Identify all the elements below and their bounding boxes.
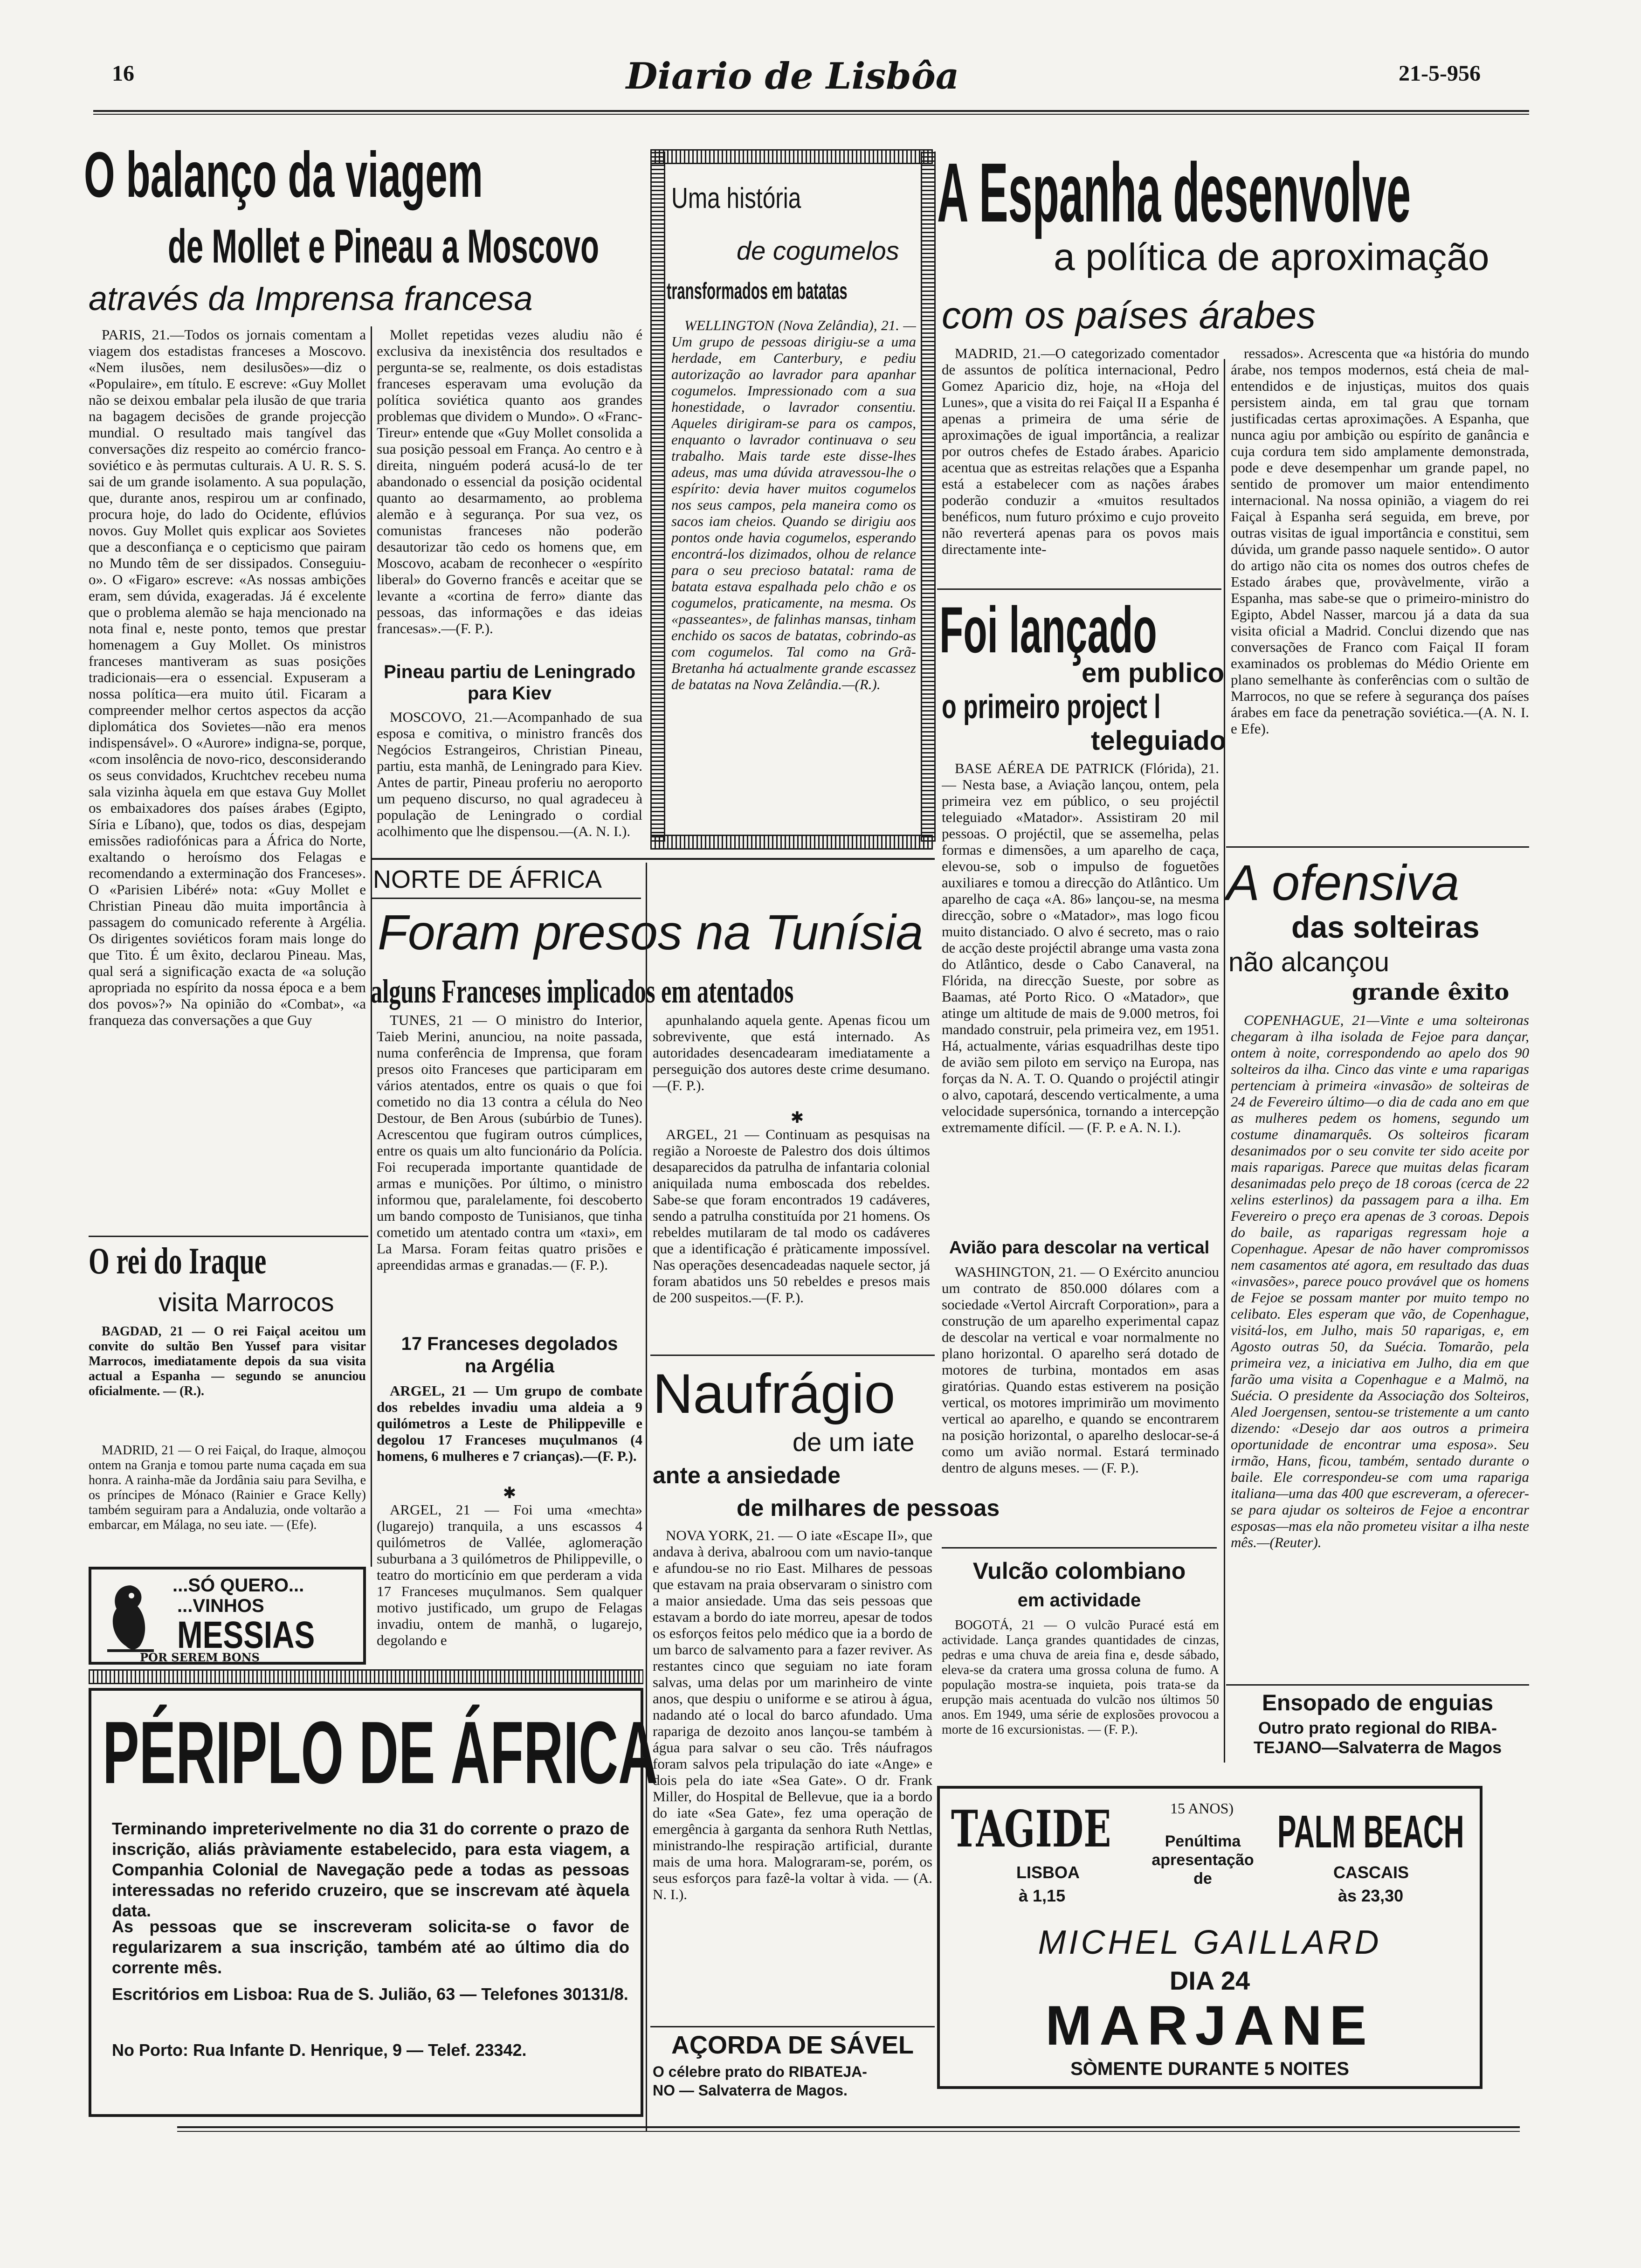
subhead-vulcao: Vulcão colombiano [972, 1558, 1186, 1584]
deck-naufragio-2: ante a ansiedade [653, 1462, 841, 1488]
deck-naufragio-1: de um iate [793, 1427, 915, 1457]
cogumelos-title-1: Uma história [671, 182, 801, 214]
penultima-2: apresentação [1151, 1851, 1254, 1869]
espanha-column-1: MADRID, 21.—O categorizado comentador de assuntos de política internacional, Pedro Gomez Aparicio diz, hoje, na «Hoja del Lunes», que a visita do rei Faiçal II a Espanha é apenas a primeira de uma série de aproximações de igual importância, a realizar por outros chefes de Estado árabes. Aparicio acentua que as estreitas relações que a Espanha está a estabelecer com as nações árabes poderão conduzir a «muitos resultados benéficos, num futuro próximo e cujo proveito não reverterá apenas para os povos mais directamente inte- [942, 345, 1219, 557]
tagide-name: TAGIDE [951, 1800, 1111, 1859]
headline-projectil: Foi lançado [939, 593, 1157, 666]
deck-solteiras-4: grande êxito [1352, 979, 1510, 1005]
vulcao-body: BOGOTÁ, 21 — O vulcão Puracé está em actividade. Lança grandes quantidades de cinzas, pedras e uma chuva de areia fina e, desde sábado, eleva-se da cratera uma grossa coluna de fumo. A população mostra-se inquieta, pois trata-se da erupção mais acentuada do vulcão nos últimos 50 anos. Em 1949, uma série de explosões provocou a morte de 16 excursionistas. — (F. P.). [942, 1618, 1219, 1737]
iraque-body-1: BAGDAD, 21 — O rei Faiçal aceitou um convite do sultão Ben Yussef para visitar Marrocos, imediatamente depois da sua visita actual a Espanha — segundo se anunciou oficialmente. — (R.). [89, 1324, 366, 1398]
masthead-rule-thin [93, 114, 1529, 115]
separator-star: ✱ [503, 1484, 517, 1502]
deck-projectil-1: em publico [1082, 658, 1225, 688]
espanha-column-2: ressados». Acrescenta que «a história do mundo árabe, nos tempos modernos, está cheia de mal-entendidos e de injustiças, muitos dos quais persistem ainda, em tal grau que tornam justificadas certas aproximações. A Espanha, que nunca agiu por ambição ou espírito de ganância e cuja cordura tem sido amplamente demonstrada, pode e deve desempenhar um grande papel, no sentido de promover um maior entendimento internacional. Na nossa opinião, a viagem do rei Faiçal à Espanha será seguida, em breve, por outras visitas de igual importância e constitui, sem dúvida, um grande passo naquele sentido». O autor do artigo não cita os nomes dos outros chefes de Estado árabes que, provàvelmente, virão a Espanha, mas sabe-se que o primeiro-ministro do Egipto, Abdel Nasser, marcou já a data da sua visita oficial a Madrid. Conclui dizendo que nas conversações de Franco com Faiçal II foram examinados os problemas do Médio Oriente em plano semelhante às conferências com o sultão de Marrocos, no que se refere à segurança dos países árabes em face da penetração soviética.—(A. N. I. e Efe). [1231, 345, 1529, 737]
penultima-3: de [1193, 1870, 1212, 1888]
enguias-line-2: TEJANO—Salvaterra de Magos [1253, 1738, 1502, 1757]
cogumelos-title-2: de cogumelos [737, 236, 899, 265]
section-rule [371, 898, 641, 899]
section-rule [942, 1547, 1217, 1549]
show-note: SÒMENTE DURANTE 5 NOITES [1070, 2059, 1349, 2079]
subhead-pineau: Pineau partiu de Leningrado para Kiev [383, 662, 636, 704]
subhead-aviao: Avião para descolar na vertical [949, 1238, 1210, 1258]
page-number: 16 [112, 61, 134, 86]
periplo-headline: PÉRIPLO DE ÁFRICA [103, 1703, 658, 1802]
deck-balanco: de Mollet e Pineau a Moscovo [168, 220, 600, 273]
column-rule [371, 326, 372, 1567]
cogumelos-body: WELLINGTON (Nova Zelândia), 21. — Um grupo de pessoas dirigiu-se a uma herdade, em Canterbury, e pediu autorização ao lavrador para apanhar cogumelos. Impressionado com a sua honestidade, o lavrador consentiu. Aqueles dirigiram-se para os campos, enquanto o lavrador continuava o seu trabalho. Mais tarde este disse-lhes adeus, mas uma dúvida atravessou-lhe o espírito: devia haver muitos cogumelos nos seus campos, pela maneira como os sacos iam cheios. Quando se dirigiu aos pontos onde havia cogumelos, esperando encontrá-los dizimados, olhou de relance para o seu precioso batatal: rama de batata estava espalhada pelo chão e os cogumelos, praticamente, na mesma. Os «passeantes», de falinhas mansas, tinham enchido os sacos de batatas, cobrindo-as com cogumelos. Tal como na Grã-Bretanha há actualmente grande escassez de batatas na Nova Zelândia.—(R.). [671, 317, 916, 692]
section-rule [1226, 1684, 1529, 1686]
headline-balanco: O balanço da viagem [84, 139, 483, 211]
separator-star: ✱ [790, 1108, 804, 1127]
parrot-icon [98, 1581, 163, 1655]
headline-norte: Foram presos na Tunísia [378, 905, 924, 960]
issue-date: 21-5-956 [1399, 61, 1481, 86]
ad-hatch-top [89, 1669, 643, 1684]
box-hatch-top [650, 149, 933, 164]
section-rule [937, 588, 1221, 590]
section-rule [1226, 846, 1529, 848]
norte-column-1: TUNES, 21 — O ministro do Interior, Taieb Merini, anunciou, na noite passada, numa conferência de Imprensa, que foram presos oito Franceses que participaram em vários atentados, entre os quais o que foi cometido no dia 13 contra a célula do Neo Destour, de Ben Arous (subúrbio de Tunes). Acrescentou que fugiram outros cúmplices, entre os quais um alto funcionário da Polícia. Foi recuperada importante quantidade de armas e munições. Por último, o ministro informou que, paralelamente, foi descoberto um bando composto de Tunisianos, que tinha cometido um atentado contra um «taxi», em La Marsa. Foram feitas quatro prisões e apreendidas armas e granadas.— (F. P.). [377, 1012, 642, 1273]
deck-espanha-1: a política de aproximação [1054, 236, 1489, 278]
argelia-body: ARGEL, 21 — Foi uma «mechta» (lugarejo) tranquila, a uns escassos 4 quilómetros de Vallée, aglomeração suburbana a 3 quilómetros de Philippeville, o teatro do morticínio em que perderam a vida 17 Franceses muçulmanos. Sem qualquer motivo justificado, um grupo de Felagas invadiu, ontem de manhã, o lugarejo, degolando e [377, 1501, 642, 1648]
norte-column-2b: ARGEL, 21 — Continuam as pesquisas na região a Noroeste de Palestro dos dois últimos desaparecidos da patrulha de infantaria colonial aniquilada numa emboscada dos rebeldes. Sabe-se que foram encontrados 19 cadáveres, sendo a patrulha constituída por 21 homens. Os rebeldes mutilaram de tal modo os cadáveres que a identificação é pràticamente impossível. Nas operações desencadeadas naquele sector, já foram abatidos uns 50 rebeldes e presos mais de 200 suspeitos.—(F. P.). [653, 1126, 930, 1306]
show-date: DIA 24 [1169, 1966, 1250, 1995]
deck-iraque: visita Marrocos [159, 1287, 334, 1317]
enguias-line-1: Outro prato regional do RIBA- [1258, 1718, 1497, 1737]
periplo-text-4: No Porto: Rua Infante D. Henrique, 9 — Telef. 23342. [112, 2040, 527, 2060]
city-cascais: CASCAIS [1333, 1863, 1409, 1882]
messias-line-1: ...SÓ QUERO... [172, 1575, 304, 1596]
pineau-body: MOSCOVO, 21.—Acompanhado de sua esposa e comitiva, o ministro francês dos Negócios Estrangeiros, Christian Pineau, partiu, esta manhã, de Leningrado para Kiev. Antes de partir, Pineau proferiu no aeroporto um pequeno discurso, no qual agradeceu à população de Leningrado o cordial acolhimento que lhe dispensou.—(A. N. I.). [377, 709, 642, 839]
box-hatch-left [650, 152, 665, 842]
footer-rule-thin [177, 2131, 1520, 2132]
city-lisboa: LISBOA [1016, 1863, 1080, 1882]
section-rule [650, 1355, 935, 1356]
cogumelos-title-3: transformados em batatas [667, 278, 848, 304]
periplo-text-3: Escritórios em Lisboa: Rua de S. Julião, 63 — Telefones 30131/8. [112, 1984, 628, 2004]
artist-name: MICHEL GAILLARD [1038, 1924, 1382, 1961]
deck-projectil-2: o primeiro project l [942, 688, 1161, 726]
savel-line-2: NO — Salvaterra de Magos. [653, 2082, 848, 2099]
norte-label: NORTE DE ÁFRICA [373, 865, 602, 893]
naufragio-body: NOVA YORK, 21. — O iate «Escape II», que andava à deriva, abalroou com um navio-tanque e afundou-se no rio East. Milhares de pessoas que estavam na praia observaram o sinistro com a maior ansiedade. Uma das seis pessoas que estavam a bordo do iate morreu, apesar de todos os esforços feitos pelo médico que ia a bordo de um barco de salvamento para a fazer reviver. As restantes cinco que seguiam no iate foram salvas, uma delas por um marinheiro de vinte anos, que despiu o uniforme e se atirou à água, nadando até o local do barco afundado. Uma rapariga de dezoito anos lançou-se também à água para salvar o seu cão. Três náufragos foram salvos pela tripulação do iate «Ange» e dois pela do iate «Sea Gate». O dr. Frank Miller, do Hospital de Bellevue, que ia a bordo do iate «Sea Gate», fez uma operação de emergência à garganta da senhora Ruth Nettlas, ministrando-lhe respiração artificial, durante mais de uma hora. Malograram-se, porém, os seus esforços para fazê-la voltar à vida. — (A. N. I.). [653, 1527, 932, 1902]
box-hatch-right [921, 152, 936, 842]
deck-solteiras-2: das solteiras [1291, 910, 1480, 944]
deck-norte: alguns Franceses implicados em atentados [371, 973, 794, 1010]
messias-tag: POR SEREM BONS [140, 1651, 260, 1664]
messias-brand: MESSIAS [177, 1614, 315, 1656]
footer-rule [177, 2126, 1520, 2128]
solteiras-body: COPENHAGUE, 21—Vinte e uma solteironas chegaram à ilha isolada de Fejoe para dançar, ontem à noite, correspondendo ao apelo dos 90 solteiros da ilha. Cinco das vinte e uma raparigas pertenciam à primeira «invasão» de solteiras de 24 de Fevereiro último—o dia de cada ano em que as mulheres pedem os homens, segundo um costume dinamarquês. Os solteiros ficaram desanimados por o seu convite ter sido aceite por mais raparigas. Parece que muitas delas ficaram desanimadas pelo preço de 18 coroas (cerca de 22 xelins esterlinos) da passagem para a ilha. Em Fevereiro o preço era apenas de 3 coroas. Depois do baile, as raparigas regressam hoje a Copenhague. Apesar de não haver compromissos nem casamentos até agora, em resultado das duas «invasões», parece pouco provável que os homens de Fejoe se possam manter por muito tempo no celibato. Eles esperam que vão, de Copenhague, visitá-los, em Julho, mais 50 raparigas, e, em Agosto outras 50, da Suécia. Tomarão, pela primeira vez, a iniciativa em Julho, dia em que farão uma visita a Copenhague e a Malmö, na Suécia. O presidente da Associação dos Solteiros, Aled Joergensen, sentou-se tristemente a um canto dizendo: «Desejo dar aos outros a primeira oportunidade de encontrar uma esposa». Seu irmão, Hans, ficou, também, sentado durante o baile. Ele correspondeu-se com uma rapariga italiana—uma das 400 que escreveram, a oferecer-se para ajudar os solteiros de Fejoe a encontrar esposas—mas ela não prometeu visitar a ilha neste mês.—(Reuter). [1231, 1012, 1529, 1550]
balanco-column-2: Mollet repetidas vezes aludiu não é exclusiva da inexistência dos resultados e pergunta-se se, realmente, os dois estadistas franceses esperavam uma evolução da política soviética quanto aos grandes problemas que dividem o Mundo». O «Franc-Tireur» entende que «Guy Mollet consolida a sua posição pessoal em França. Ao centro e à direita, ninguém poderá acusá-lo de ter abandonado o essencial da posição ocidental quanto ao desarmamento, ao problema alemão e à segurança. Por sua vez, os comunistas franceses não poderão desautorizar tão cedo os homens que, em Moscovo, acabam de reconhecer o «espírito liberal» do Governo francês e aceitar que se levante a «cortina de ferro» diante das pessoas, das informações e das ideias francesas».—(F. P.). [377, 326, 642, 636]
headline-espanha: A Espanha desenvolve [937, 146, 1411, 240]
iraque-body-2: MADRID, 21 — O rei Faiçal, do Iraque, almoçou ontem na Granja e tomou parte numa caçada em sua honra. A rainha-mãe da Jordânia saiu para Sevilha, e os príncipes de Mónaco (Rainier e Grace Kelly) também seguiram para a Andaluzia, onde voltarão a embarcar, em Málaga, no seu iate. — (Efe). [89, 1443, 366, 1532]
paper-name: Diario de Lisbôa [626, 55, 959, 97]
tagline-balanco: através da Imprensa francesa [89, 280, 533, 318]
deck-projectil-3: teleguiado [1091, 726, 1227, 756]
section-rule [89, 1236, 368, 1237]
headline-iraque: O rei do Iraque [89, 1241, 267, 1282]
box-hatch-bottom [650, 835, 933, 850]
subhead-argelia-1: 17 Franceses degolados [401, 1334, 618, 1354]
section-rule [371, 858, 935, 860]
periplo-text-2: As pessoas que se inscreveram solicita-se o favor de regularizarem a sua inscrição, também até ao último dia do corrente mês. [112, 1917, 629, 1977]
column-rule [646, 863, 647, 2131]
palm-beach-name: PALM BEACH [1277, 1806, 1464, 1857]
time-lisboa: à 1,15 [1019, 1886, 1066, 1905]
subhead-argelia-2: na Argélia [465, 1356, 554, 1376]
balanco-column-1: PARIS, 21.—Todos os jornais comentam a viagem dos estadistas franceses a Moscovo. «Nem ilusões, nem desilusões»—diz o «Populaire», em título. E escreve: «Guy Mollet não se deixou embalar pela ilusão de que traria na bagagem decisões de grande projecção mundial. O resultado mais tangível das conversações diz respeito ao comércio franco-soviético e às permutas culturais. A U. R. S. S. sai de um grande isolamento. A sua população, que, durante anos, respirou um ar confinado, procura hoje, do lado do Ocidente, eflúvios novos. Guy Mollet quis explicar aos Sovietes que a desconfiança e o cepticismo que pairam no Mundo têm de ser dissipados. Conseguiu-o». O «Figaro» escreve: «As nossas ambições eram, sem dúvida, exageradas. Já é excelente que o problema alemão se haja mencionado na nota final e, neste ponto, temos que prestar homenagem a Guy Mollet. Os ministros franceses mantiveram as suas posições tradicionais—era o essencial. Expuseram a nossa política—era muito útil. Ficaram a compreender melhor certos aspectos da acção diplomática dos Sovietes—não era menos indispensável». O «Aurore» indigna-se, porque, «com insolência de novo-rico, desconsiderando os seus convidados, Kruchtchev recebeu numa sala vizinha àquela em que estava Guy Mollet os embaixadores dos países árabes (Egipto, Síria e Líbano), que, todos os dias, despejam emissões radiofónicas para a África do Norte, exaltando o heroísmo dos Felagas e recomendando a exterminação dos Franceses». O «Parisien Libéré» nota: «Guy Mollet e Christian Pineau dão muita importância à passagem do comunicado referente à Argélia. Os dirigentes soviéticos foram mais longe do que Tito. É um êxito, declarou Pineau. Mas, qual será a significação exacta de «a solução apropriada no espírito da nossa época e a bem dos povos»?» Na opinião do «Combat», «a franqueza das conversações a que Guy [89, 326, 366, 1028]
projectil-body: BASE AÉREA DE PATRICK (Flórida), 21. — Nesta base, a Aviação lançou, ontem, pela primeira vez em público, o seu projéctil teleguiado «Matador». Assistiram 20 mil pessoas. O projéctil, que se assemelha, pelas formas e dimensões, a um aparelho de caça, elevou-se, sob o impulso de foguetões auxiliares e tomou a direcção do Atlântico. Um aparelho de caça «A. 86» lançou-se, na mesma direcção, sobre o «Matador», mas logo ficou muito distanciado. O alvo é secreto, mas o raio de acção deste projéctil abrange uma vasta zona do Atlântico, desde o Cabo Canaveral, na Flórida, na direcção Sueste, por sobre as Baamas, até Porto Rico. O «Matador», que atinge um altitude de mais de 9.000 metros, foi mandado construir, pela primeira vez, em 1951. Há, actualmente, várias esquadrilhas deste tipo de avião sem piloto em serviço na Europa, nas forças da N. A. T. O. Quando o projéctil atingir o alvo, capotará, descendo verticalmente, a uma velocidade supersónica, tornando a intercepção extremamente difícil. — (F. P. e A. N. I.). [942, 760, 1219, 1135]
headline-solteiras: A ofensiva [1226, 854, 1460, 911]
periplo-text-1: Terminando impreterivelmente no dia 31 do corrente o prazo de inscrição, aliás pràviamente estabelecido, para esta viagem, a Companhia Colonial de Navegação pede a todas as pessoas interessadas no referido cruzeiro, que se inscrevam até àquela data. [112, 1819, 629, 1920]
deck-solteiras-3: não alcançou [1228, 947, 1390, 977]
column-rule [1224, 359, 1225, 1763]
section-rule [650, 2026, 935, 2027]
headline-naufragio: Naufrágio [653, 1362, 896, 1425]
messias-line-2: ...VINHOS [177, 1596, 264, 1616]
enguias-head: Ensopado de enguias [1262, 1691, 1494, 1715]
savel-line-1: O célebre prato do RIBATEJA- [653, 2063, 867, 2080]
deck-naufragio-3: de milhares de pessoas [737, 1495, 1000, 1521]
deck-espanha-2: com os países árabes [942, 294, 1316, 337]
subhead-vulcao-sub: em actividade [1017, 1590, 1141, 1611]
masthead-rule [93, 110, 1529, 112]
time-cascais: às 23,30 [1338, 1886, 1404, 1905]
tagide-age: 15 ANOS) [1170, 1800, 1234, 1817]
norte-column-2: apunhalando aquela gente. Apenas ficou um sobrevivente, que está internado. As autoridades desencadearam imediatamente a perseguição dos autores deste crime desumano.—(F. P.). [653, 1012, 930, 1093]
argelia-lead: ARGEL, 21 — Um grupo de combate dos rebeldes invadiu uma aldeia a 9 quilómetros a Leste de Philippeville e degolou 17 Franceses muçulmanos (4 homens, 6 mulheres e 7 crianças).—(F. P.). [377, 1383, 642, 1464]
penultima-1: Penúltima [1165, 1832, 1241, 1850]
savel-head: AÇORDA DE SÁVEL [671, 2031, 914, 2059]
star-name: MARJANE [1045, 1994, 1374, 2057]
aviao-body: WASHINGTON, 21. — O Exército anunciou um contrato de 850.000 dólares com a sociedade «Vertol Aircraft Corporation», para a construção de um aparelho experimental capaz de descolar na vertical e voar normalmente no plano horizontal. O aparelho será dotado de motores de turbina, montados em asas giratórias. Quando estas estiverem na posição vertical, os motores imprimirão um movimento vertical ao aparelho, e quando se encontrarem na posição horizontal, o aparelho deslocar-se-á como um avião normal. Estará terminado dentro de alguns meses. — (F. P.). [942, 1264, 1219, 1476]
